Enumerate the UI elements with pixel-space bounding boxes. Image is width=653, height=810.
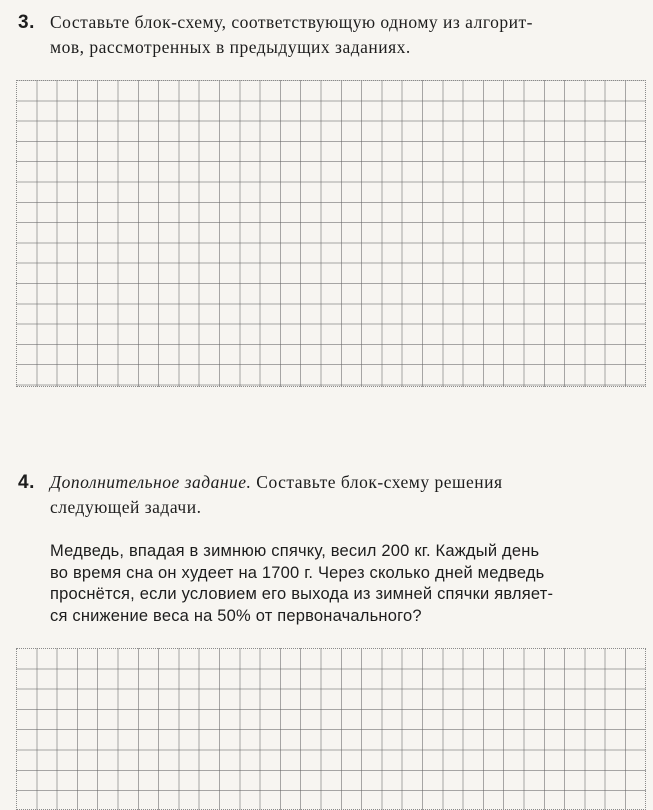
- task-3-line-1: [18, 10, 648, 35]
- task-4: [18, 470, 648, 519]
- problem-line-3: проснётся, если условием его выхода из зимней спячки являет-: [50, 585, 554, 603]
- task-4-number: 4.: [18, 472, 35, 493]
- answer-grid-task-3: [16, 80, 646, 387]
- task-4-lead: Дополнительное задание.: [50, 472, 252, 492]
- task-3: [18, 10, 648, 59]
- task-4-line-1: [18, 470, 648, 495]
- problem-line-4: ся снижение веса на 50% от первоначального?: [50, 606, 422, 625]
- task-3-text-1: Составьте блок-схему, соответствующую одному из алгорит-: [50, 12, 533, 32]
- task-4-text-2: следующей задачи.: [50, 497, 202, 517]
- task-3-number: 3.: [18, 12, 35, 33]
- problem-line-2: во время сна он худеет на 1700 г. Через сколько дней медведь: [50, 563, 545, 582]
- task-4-text-1: Составьте блок-схему решения: [251, 472, 503, 492]
- problem-line-1: Медведь, впадая в зимнюю спячку, весил 200 кг. Каждый день: [50, 542, 540, 560]
- answer-grid-task-4: [16, 648, 646, 810]
- problem-text: [50, 541, 650, 627]
- task-3-text-2: мов, рассмотренных в предыдущих заданиях.: [50, 37, 411, 57]
